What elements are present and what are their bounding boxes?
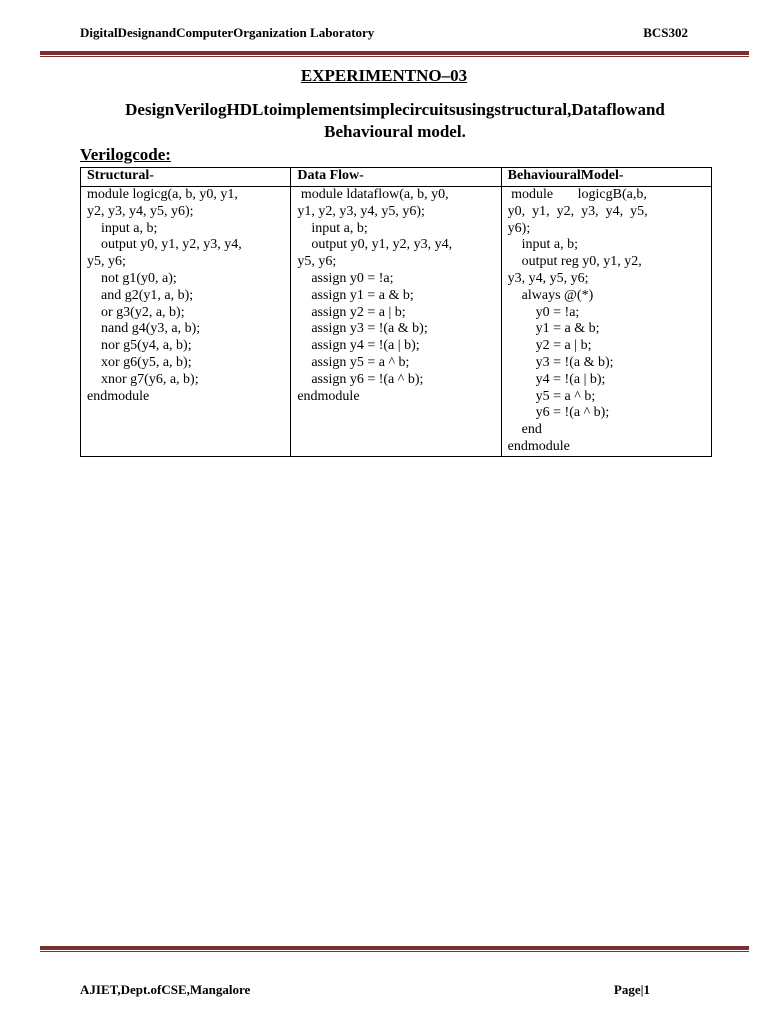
code-line: endmodule	[87, 388, 150, 404]
experiment-aim	[90, 99, 700, 143]
code-line: not g1(y0, a);	[87, 270, 177, 286]
code-line: always @(*)	[507, 287, 594, 303]
footer-divider	[40, 946, 749, 950]
code-line: y6 = !(a ^ b);	[507, 405, 610, 421]
aim-line-1: DesignVerilogHDLtoimplementsimplecircuitsusingstructural,Dataflowand	[125, 100, 665, 119]
code-line: endmodule	[297, 388, 360, 404]
footer-page-number: Page|1	[613, 982, 650, 997]
column-header-structural: Structural-	[81, 168, 291, 187]
code-line: assign y2 = a | b;	[297, 304, 406, 320]
code-line: assign y0 = !a;	[297, 270, 394, 286]
code-line: assign y3 = !(a & b);	[297, 321, 428, 337]
code-line: assign y1 = a & b;	[297, 287, 414, 303]
code-line: input a, b;	[297, 220, 368, 236]
code-line: y0, y1, y2, y3, y4, y5,	[507, 203, 648, 219]
code-line: and g2(y1, a, b);	[87, 287, 194, 303]
verilog-code-heading: Verilogcode:	[80, 145, 171, 164]
header-divider	[40, 51, 749, 55]
code-line: y4 = !(a | b);	[507, 371, 606, 387]
table-header-row	[81, 168, 712, 187]
code-line: y1, y2, y3, y4, y5, y6);	[297, 203, 425, 219]
code-line: end	[507, 422, 542, 438]
code-line: xnor g7(y6, a, b);	[87, 371, 199, 387]
code-line: module logicg(a, b, y0, y1,	[87, 187, 238, 202]
code-line: assign y6 = !(a ^ b);	[297, 371, 424, 387]
aim-line-2: Behavioural model.	[324, 122, 466, 141]
code-line: y3 = !(a & b);	[507, 354, 614, 370]
code-line: output reg y0, y1, y2,	[507, 254, 642, 270]
code-line: y2, y3, y4, y5, y6);	[87, 203, 194, 219]
header-course-code: BCS302	[643, 25, 688, 40]
code-line: output y0, y1, y2, y3, y4,	[87, 237, 242, 253]
code-line: endmodule	[507, 438, 570, 454]
code-line: input a, b;	[87, 220, 158, 236]
code-line: y5, y6;	[87, 254, 126, 270]
experiment-title: EXPERIMENTNO–03	[300, 66, 468, 85]
behavioural-code-cell	[501, 187, 711, 457]
verilog-code-table	[80, 167, 712, 457]
code-line: y1 = a & b;	[507, 321, 600, 337]
dataflow-code-cell	[291, 187, 501, 457]
code-line: y0 = !a;	[507, 304, 580, 320]
code-line: y6);	[507, 220, 531, 236]
table-row	[81, 187, 712, 457]
code-line: module logicgB(a,b,	[507, 187, 647, 202]
code-line: y5 = a ^ b;	[507, 388, 596, 404]
code-line: assign y4 = !(a | b);	[297, 338, 420, 354]
code-line: nand g4(y3, a, b);	[87, 321, 201, 337]
code-line: output y0, y1, y2, y3, y4,	[297, 237, 453, 253]
code-line: or g3(y2, a, b);	[87, 304, 185, 320]
code-line: y3, y4, y5, y6;	[507, 270, 589, 286]
code-line: module ldataflow(a, b, y0,	[297, 187, 449, 202]
footer-institution: AJIET,Dept.ofCSE,Mangalore	[80, 982, 251, 997]
code-line: nor g5(y4, a, b);	[87, 338, 192, 354]
code-line: assign y5 = a ^ b;	[297, 354, 410, 370]
code-line: y5, y6;	[297, 254, 337, 270]
header-lab-title: DigitalDesignandComputerOrganization Laboratory	[80, 25, 375, 40]
code-line: input a, b;	[507, 237, 579, 253]
code-line: xor g6(y5, a, b);	[87, 354, 192, 370]
structural-code-cell	[81, 187, 291, 457]
column-header-dataflow: Data Flow-	[291, 168, 501, 187]
code-line: y2 = a | b;	[507, 338, 592, 354]
column-header-behavioural: BehaviouralModel-	[501, 168, 711, 187]
